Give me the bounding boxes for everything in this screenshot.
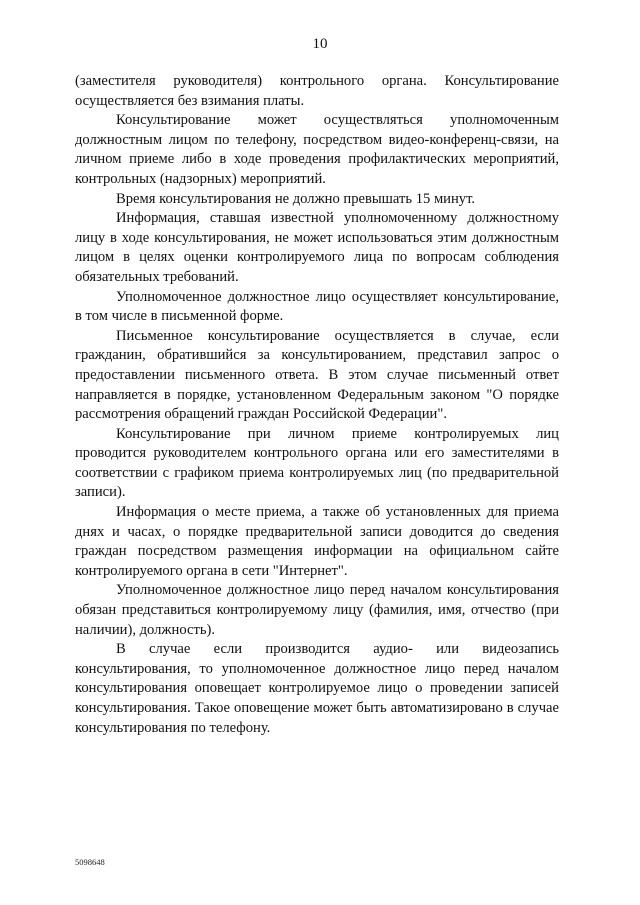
paragraph: Время консультирования не должно превышать 15 минут. xyxy=(116,190,476,207)
paragraph: Информация о месте приема, а также об установленных для приема днях и часах, о порядке предварительной записи доводится до сведения граждан посредством размещения информации на официальном сайте контролируемого органа в сети "Интернет". xyxy=(75,504,559,579)
document-code: 5098648 xyxy=(75,857,105,867)
paragraph: Информация, ставшая известной уполномоченному должностному лицу в ходе консультирования, не может использоваться этим должностным лицом в целях оценки контролируемого лица по вопросам соблюдения обязательных требований. xyxy=(75,210,559,285)
paragraph: В случае если производится аудио- или видеозапись консультирования, то уполномоченное должностное лицо перед началом консультирования оповещает контролируемое лицо о проведении записей консультирования. Такое оповещение может быть автоматизировано в случае консультирования по телефону. xyxy=(75,641,559,736)
paragraph: Консультирование при личном приеме контролируемых лиц проводится руководителем контрольного органа или его заместителями в соответствии с графиком приема контролируемых лиц (по предварительной записи). xyxy=(75,425,559,501)
page-number: 10 xyxy=(312,36,328,52)
paragraph: Консультирование может осуществляться уполномоченным должностным лицом по телефону, посредством видео-конференц-связи, на личном приеме либо в ходе проведения профилактических мероприятий, контрольных (надзорных) мероприятий. xyxy=(75,112,559,187)
paragraph: Письменное консультирование осуществляется в случае, если гражданин, обратившийся за консультированием, представил запрос о предоставлении письменного ответа. В этом случае письменный ответ направляется в порядке, установленном Федеральным законом "О порядке рассмотрения обращений граждан Российской Федерации". xyxy=(75,327,559,423)
paragraph: Уполномоченное должностное лицо осуществляет консультирование, в том числе в письменной форме. xyxy=(75,288,559,325)
paragraph: Уполномоченное должностное лицо перед началом консультирования обязан представиться контролируемому лицу (фамилия, имя, отчество (при наличии), должность). xyxy=(75,582,559,638)
paragraph: (заместителя руководителя) контрольного органа. Консультирование осуществляется без взимания платы. xyxy=(75,73,559,109)
document-body xyxy=(75,72,559,738)
